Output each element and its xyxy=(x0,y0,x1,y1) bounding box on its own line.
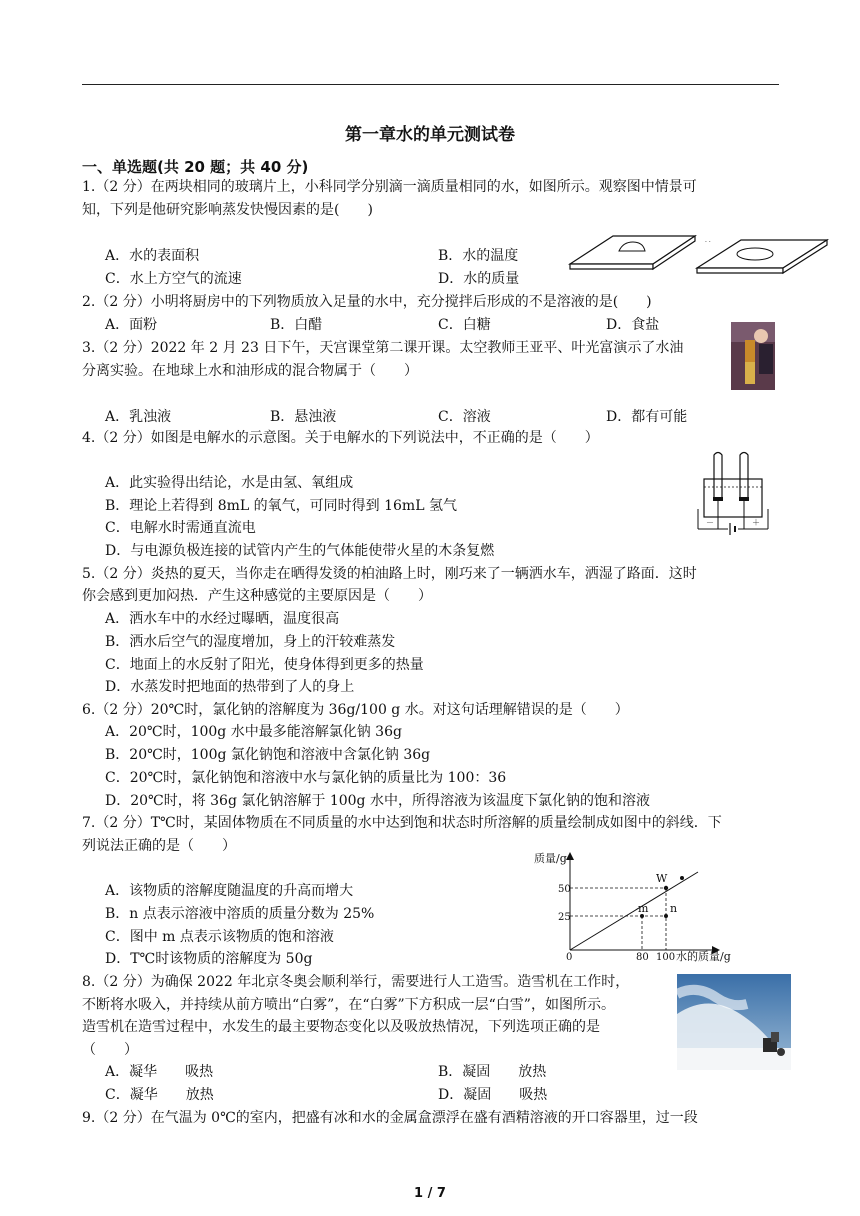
page-number: 1 / 7 xyxy=(414,1186,446,1201)
question-3-option-b: B．悬浊液 xyxy=(270,409,337,425)
question-3-text-line-1: 3.（2 分）2022 年 2 月 23 日下午，天宫课堂第二课开课。太空教师王亚平、叶光富演示了水油 xyxy=(82,340,684,356)
question-1-text-line-2: 知，下列是他研究影响蒸发快慢因素的是( ) xyxy=(82,202,373,218)
question-6-option-a: A．20℃时，100g 水中最多能溶解氯化钠 36g xyxy=(105,724,402,740)
question-4-option-c: C．电解水时需通直流电 xyxy=(105,520,256,536)
question-3-option-a: A．乳浊液 xyxy=(105,409,172,425)
svg-text:· ·: · · xyxy=(705,239,711,246)
question-8-option-b: B．凝固 放热 xyxy=(438,1064,547,1080)
question-5-option-a: A．洒水车中的水经过曝晒，温度很高 xyxy=(105,611,340,627)
question-1-option-d: D．水的质量 xyxy=(438,271,520,287)
question-1-option-c: C．水上方空气的流速 xyxy=(105,271,242,287)
graph-origin-label: 0 xyxy=(566,952,573,963)
water-oil-separation-photo xyxy=(731,322,775,390)
question-7-option-c: C．图中 m 点表示该物质的饱和溶液 xyxy=(105,929,334,945)
question-2-option-a: A．面粉 xyxy=(105,317,158,333)
glass-plates-figure xyxy=(565,226,831,276)
question-3-option-d: D．都有可能 xyxy=(606,409,688,425)
question-5-text-line-2: 你会感到更加闷热．产生这种感觉的主要原因是（ ） xyxy=(82,588,432,604)
question-7-option-a: A．该物质的溶解度随温度的升高而增大 xyxy=(105,883,354,899)
question-8-text-line-4: （ ） xyxy=(82,1042,138,1058)
point-w-label: W xyxy=(656,872,668,885)
question-3-option-c: C．溶液 xyxy=(438,409,491,425)
graph-y-axis-label: 质量/g xyxy=(534,852,567,865)
question-4-text: 4.（2 分）如图是电解水的示意图。关于电解水的下列说法中，不正确的是（ ） xyxy=(82,430,599,446)
saturation-line xyxy=(570,872,698,950)
point-m-label: m xyxy=(638,902,649,915)
question-7-text-line-1: 7.（2 分）T℃时，某固体物质在不同质量的水中达到饱和状态时所溶解的质量绘制成如图中的斜线．下 xyxy=(82,815,722,831)
point-w xyxy=(664,886,668,890)
question-4-option-a: A．此实验得出结论，水是由氢、氧组成 xyxy=(105,475,354,491)
question-1-text-line-1: 1.（2 分）在两块相同的玻璃片上，小科同学分别滴一滴质量相同的水，如图所示。观察图中情景可 xyxy=(82,179,697,195)
question-4-option-b: B．理论上若得到 8mL 的氧气，可同时得到 16mL 氢气 xyxy=(105,498,457,514)
question-6-text: 6.（2 分）20℃时，氯化钠的溶解度为 36g/100 g 水。对这句话理解错误的是（ ） xyxy=(82,702,629,718)
graph-x-axis-label: 水的质量/g xyxy=(676,950,731,963)
question-1-option-a: A．水的表面积 xyxy=(105,248,200,264)
question-5-option-c: C．地面上的水反射了阳光，使身体得到更多的热量 xyxy=(105,657,424,673)
question-3-text-line-2: 分离实验。在地球上水和油形成的混合物属于（ ） xyxy=(82,363,418,379)
question-2-option-b: B．白醋 xyxy=(270,317,323,333)
question-7-option-d: D．T℃时该物质的溶解度为 50g xyxy=(105,951,313,967)
question-1-option-b: B．水的温度 xyxy=(438,248,519,264)
question-2-option-c: C．白糖 xyxy=(438,317,491,333)
question-4-option-d: D．与电源负极连接的试管内产生的气体能使带火星的木条复燃 xyxy=(105,543,495,559)
question-6-option-b: B．20℃时，100g 氯化钠饱和溶液中含氯化钠 36g xyxy=(105,747,431,763)
solubility-graph xyxy=(532,846,742,966)
question-8-text-line-1: 8.（2 分）为确保 2022 年北京冬奥会顺利举行，需要进行人工造雪。造雪机在工作时， xyxy=(82,974,630,990)
question-8-text-line-2: 不断将水吸入，并持续从前方喷出“白雾”，在“白雾”下方积成一层“白雪”，如图所示。 xyxy=(82,997,615,1013)
graph-x-tick-80: 80 xyxy=(636,952,649,963)
graph-y-tick-50: 50 xyxy=(558,884,571,895)
graph-x-tick-100: 100 xyxy=(656,952,676,963)
electrolysis-diagram xyxy=(694,449,772,541)
section-heading: 一、单选题(共 20 题；共 40 分) xyxy=(82,158,309,176)
question-5-option-b: B．洒水后空气的湿度增加，身上的汗较难蒸发 xyxy=(105,634,396,650)
question-8-text-line-3: 造雪机在造雪过程中，水发生的最主要物态变化以及吸放热情况，下列选项正确的是 xyxy=(82,1019,600,1035)
graph-y-tick-25: 25 xyxy=(558,912,571,923)
positive-electrode-label: ＋ xyxy=(752,518,760,527)
point-upper xyxy=(680,876,684,880)
negative-electrode-label: － xyxy=(706,518,714,527)
question-8-option-c: C．凝华 放热 xyxy=(105,1087,214,1103)
question-6-option-d: D．20℃时，将 36g 氯化钠溶解于 100g 水中，所得溶液为该温度下氯化钠的饱和溶液 xyxy=(105,793,650,809)
question-8-option-a: A．凝华 吸热 xyxy=(105,1064,214,1080)
point-n-label: n xyxy=(670,902,678,915)
point-n xyxy=(664,914,668,918)
page-title: 第一章水的单元测试卷 xyxy=(345,125,515,145)
question-5-option-d: D．水蒸发时把地面的热带到了人的身上 xyxy=(105,679,355,695)
question-7-option-b: B．n 点表示溶液中溶质的质量分数为 25% xyxy=(105,906,375,922)
question-2-option-d: D．食盐 xyxy=(606,317,660,333)
snow-machine-photo xyxy=(677,974,791,1070)
question-6-option-c: C．20℃时，氯化钠饱和溶液中水与氯化钠的质量比为 100：36 xyxy=(105,770,507,786)
question-5-text-line-1: 5.（2 分）炎热的夏天，当你走在晒得发烫的柏油路上时，刚巧来了一辆洒水车，洒湿了路面．这时 xyxy=(82,566,697,582)
question-7-text-line-2: 列说法正确的是（ ） xyxy=(82,838,236,854)
question-9-text: 9.（2 分）在气温为 0℃的室内，把盛有冰和水的金属盒漂浮在盛有酒精溶液的开口容器里，过一段 xyxy=(82,1110,698,1126)
question-2-text: 2.（2 分）小明将厨房中的下列物质放入足量的水中，充分搅拌后形成的不是溶液的是( ) xyxy=(82,294,652,310)
question-8-option-d: D．凝固 吸热 xyxy=(438,1087,548,1103)
header-rule xyxy=(82,84,779,85)
